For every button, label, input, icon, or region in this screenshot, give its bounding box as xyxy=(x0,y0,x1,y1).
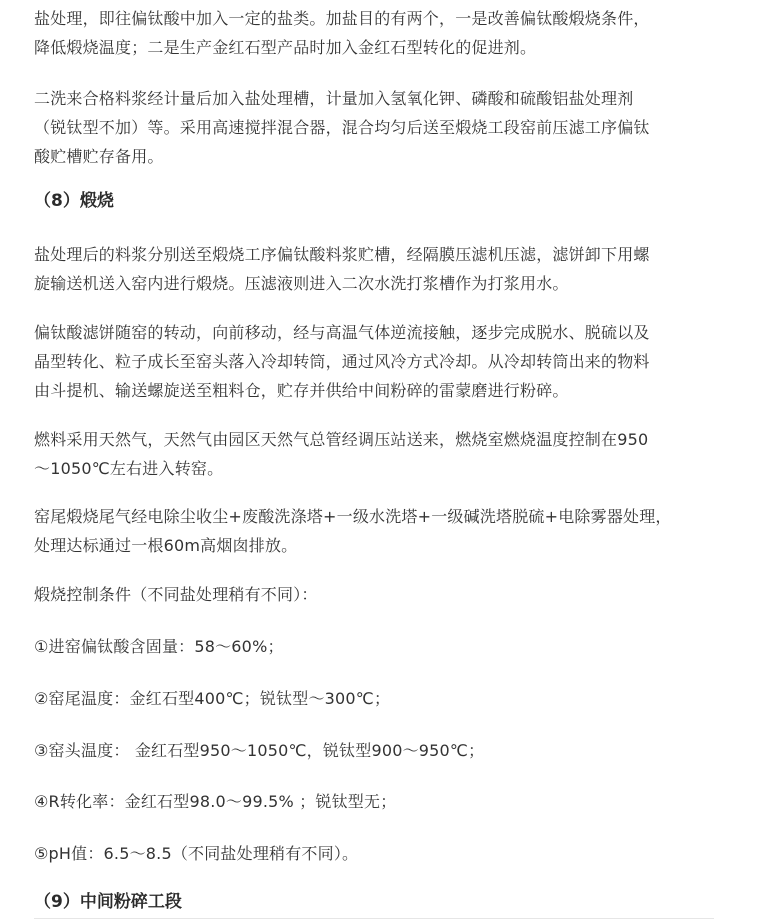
text-line: 盐处理，即往偏钛酸中加入一定的盐类。加盐目的有两个，一是改善偏钛酸煅烧条件， xyxy=(34,9,650,28)
text-line: 酸贮槽贮存备用。 xyxy=(34,147,164,166)
text-line: 盐处理后的料浆分别送至煅烧工序偏钛酸料浆贮槽，经隔膜压滤机压滤，滤饼卸下用螺 xyxy=(34,245,650,264)
text-line: 由斗提机、输送螺旋送至粗料仓，贮存并供给中间粉碎的雷蒙磨进行粉碎。 xyxy=(34,381,569,400)
text-line: 燃料采用天然气，天然气由园区天然气总管经调压站送来，燃烧室燃烧温度控制在950 xyxy=(34,430,649,449)
condition-item-solid-content: ①进窑偏钛酸含固量：58～60%； xyxy=(34,637,284,656)
section-heading-calcination: （8）煅烧 xyxy=(34,191,114,211)
paragraph-fuel xyxy=(34,425,648,483)
paragraph-kiln-process xyxy=(34,318,650,405)
text-line: 偏钛酸滤饼随窑的转动，向前移动，经与高温气体逆流接触，逐步完成脱水、脱硫以及 xyxy=(34,323,650,342)
section-divider xyxy=(34,918,714,919)
paragraph-salt-treatment-intro xyxy=(34,4,650,62)
section-heading-intermediate-grinding: （9）中间粉碎工段 xyxy=(34,892,182,912)
paragraph-filter-press xyxy=(34,240,650,298)
condition-item-head-temperature: ③窑头温度： 金红石型950～1050℃，锐钛型900～950℃； xyxy=(34,741,485,760)
text-line: 窑尾煅烧尾气经电除尘收尘+废酸洗涤塔+一级水洗塔+一级碱洗塔脱硫+电除雾器处理， xyxy=(34,507,672,526)
paragraph-exhaust-gas xyxy=(34,502,672,560)
text-line: （锐钛型不加）等。采用高速搅拌混合器，混合均匀后送至煅烧工段窑前压滤工序偏钛 xyxy=(34,118,650,137)
paragraph-salt-treatment-process xyxy=(34,84,650,171)
text-line: 二洗来合格料浆经计量后加入盐处理槽，计量加入氢氧化钾、磷酸和硫酸铝盐处理剂 xyxy=(34,89,634,108)
condition-item-conversion-rate: ④R转化率：金红石型98.0～99.5% ；锐钛型无； xyxy=(34,792,397,811)
text-line: ～1050℃左右进入转窑。 xyxy=(34,459,224,478)
paragraph-control-conditions: 煅烧控制条件（不同盐处理稍有不同）： xyxy=(34,585,318,604)
condition-item-ph-value: ⑤pH值：6.5～8.5（不同盐处理稍有不同）。 xyxy=(34,844,359,863)
text-line: 晶型转化、粒子成长至窑头落入冷却转筒，通过风冷方式冷却。从冷却转筒出来的物料 xyxy=(34,352,650,371)
text-line: 降低煅烧温度；二是生产金红石型产品时加入金红石型转化的促进剂。 xyxy=(34,38,537,57)
text-line: 旋输送机送入窑内进行煅烧。压滤液则进入二次水洗打浆槽作为打浆用水。 xyxy=(34,274,569,293)
condition-item-tail-temperature: ②窑尾温度：金红石型400℃；锐钛型～300℃； xyxy=(34,689,391,708)
text-line: 处理达标通过一根60m高烟囱排放。 xyxy=(34,536,298,555)
